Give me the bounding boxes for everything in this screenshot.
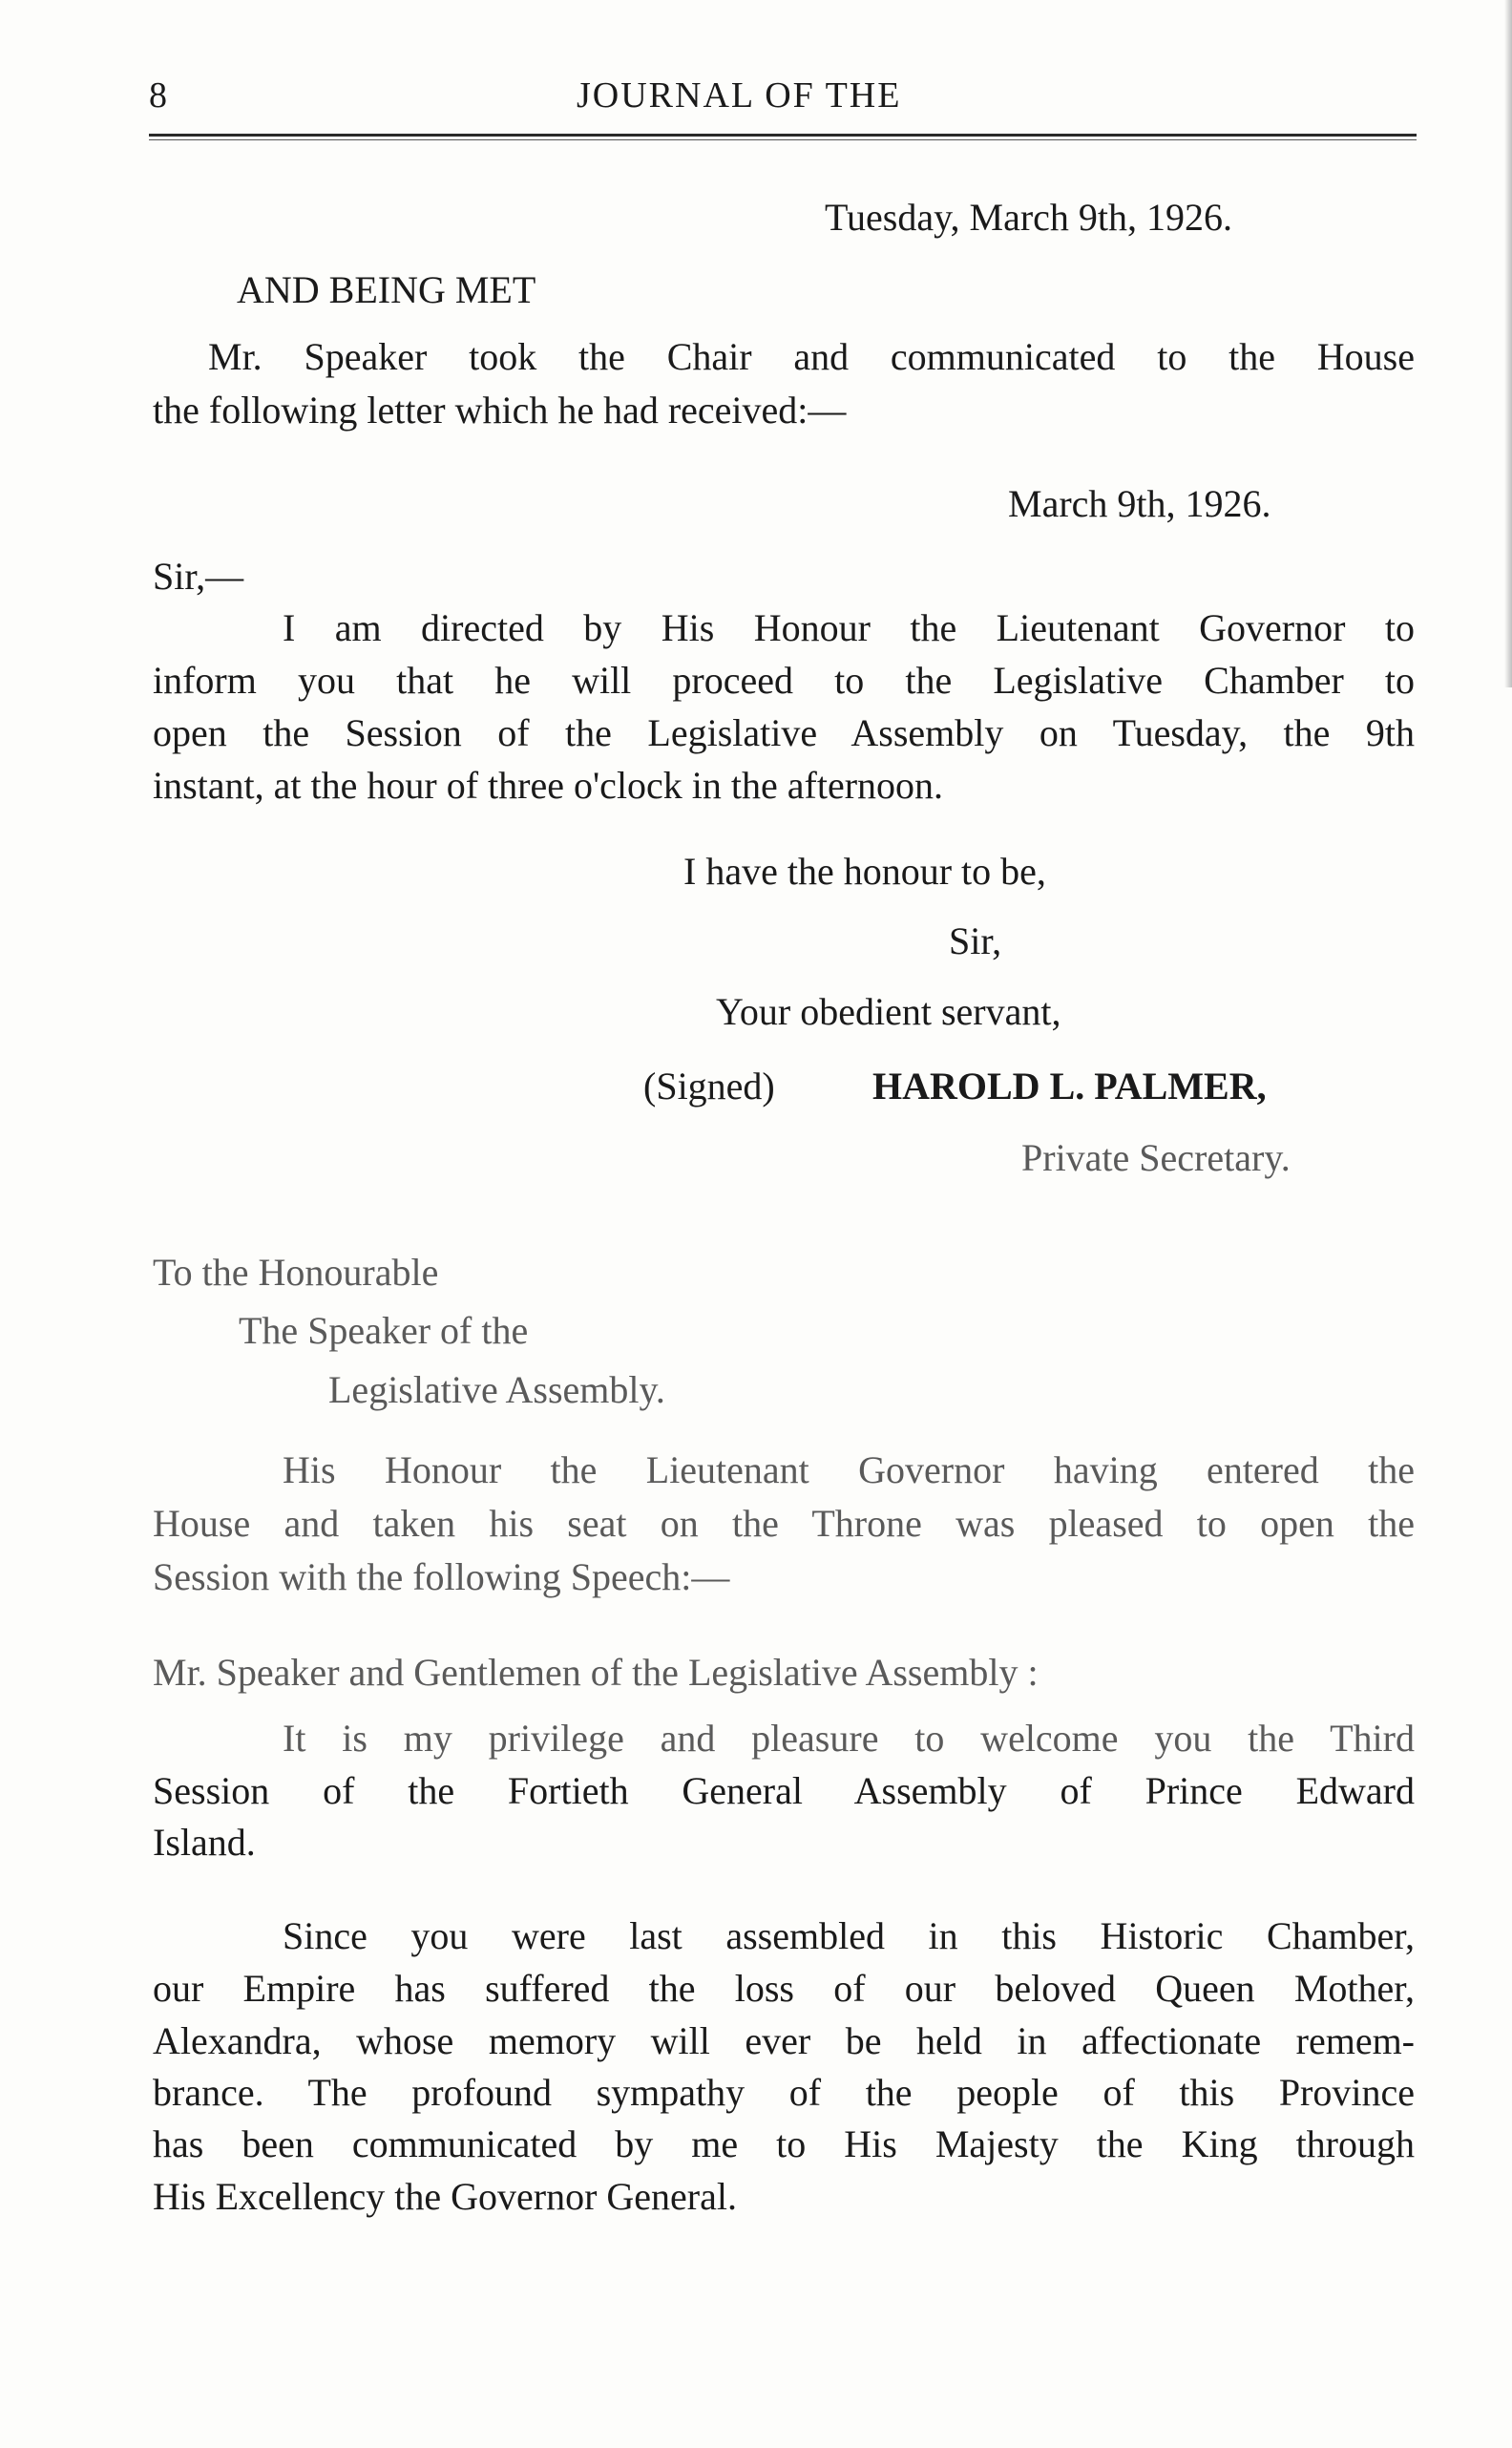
intro-line: Mr. Speaker took the Chair and communicated to the House (208, 335, 1415, 378)
speech-paragraph-line: Session of the Fortieth General Assembly of Prince Edward (153, 1769, 1415, 1812)
header-rule-thin (149, 139, 1417, 140)
page-edge-shadow (1504, 0, 1512, 687)
speech-salutation: Mr. Speaker and Gentlemen of the Legislative Assembly : (153, 1651, 1039, 1694)
throne-intro-line: His Honour the Lieutenant Governor having entered the (283, 1448, 1415, 1491)
speech-paragraph-line: It is my privilege and pleasure to welcome you the Third (283, 1717, 1415, 1760)
speech-paragraph-line: has been communicated by me to His Majesty the King through (153, 2122, 1415, 2165)
letter-date: March 9th, 1926. (1008, 482, 1271, 525)
speech-paragraph-line: brance. The profound sympathy of the people of this Province (153, 2071, 1415, 2114)
signer-name: HAROLD L. PALMER, (872, 1065, 1267, 1108)
letter-body-line: instant, at the hour of three o'clock in the afternoon. (153, 764, 944, 807)
speech-paragraph-line: Since you were last assembled in this Historic Chamber, (283, 1914, 1415, 1957)
letter-closing: I have the honour to be, (683, 850, 1046, 893)
running-header-title: JOURNAL OF THE (577, 75, 902, 116)
speech-paragraph-line: Island. (153, 1821, 256, 1864)
address-line: To the Honourable (153, 1251, 439, 1294)
speech-paragraph-line: Alexandra, whose memory will ever be held in affectionate remem- (153, 2019, 1415, 2062)
page-number: 8 (149, 75, 167, 116)
address-line: The Speaker of the (239, 1309, 529, 1352)
intro-line: the following letter which he had received:— (153, 389, 847, 432)
letter-closing-servant: Your obedient servant, (716, 990, 1061, 1033)
speech-paragraph-line: our Empire has suffered the loss of our beloved Queen Mother, (153, 1967, 1415, 2010)
signed-label: (Signed) (643, 1065, 775, 1108)
letter-salutation: Sir,— (153, 555, 244, 598)
letter-body-line: I am directed by His Honour the Lieutenant Governor to (283, 606, 1415, 649)
being-met-heading: AND BEING MET (237, 268, 536, 311)
throne-intro-line: House and taken his seat on the Throne was pleased to open the (153, 1502, 1415, 1545)
letter-body-line: inform you that he will proceed to the Legislative Chamber to (153, 659, 1415, 702)
letter-closing-sir: Sir, (949, 919, 1002, 962)
signer-title: Private Secretary. (1021, 1136, 1291, 1179)
speech-paragraph-line: His Excellency the Governor General. (153, 2175, 737, 2218)
throne-intro-line: Session with the following Speech:— (153, 1555, 730, 1598)
session-date: Tuesday, March 9th, 1926. (825, 196, 1233, 239)
letter-body-line: open the Session of the Legislative Assembly on Tuesday, the 9th (153, 711, 1415, 754)
header-rule (149, 134, 1417, 137)
address-line: Legislative Assembly. (328, 1368, 665, 1411)
